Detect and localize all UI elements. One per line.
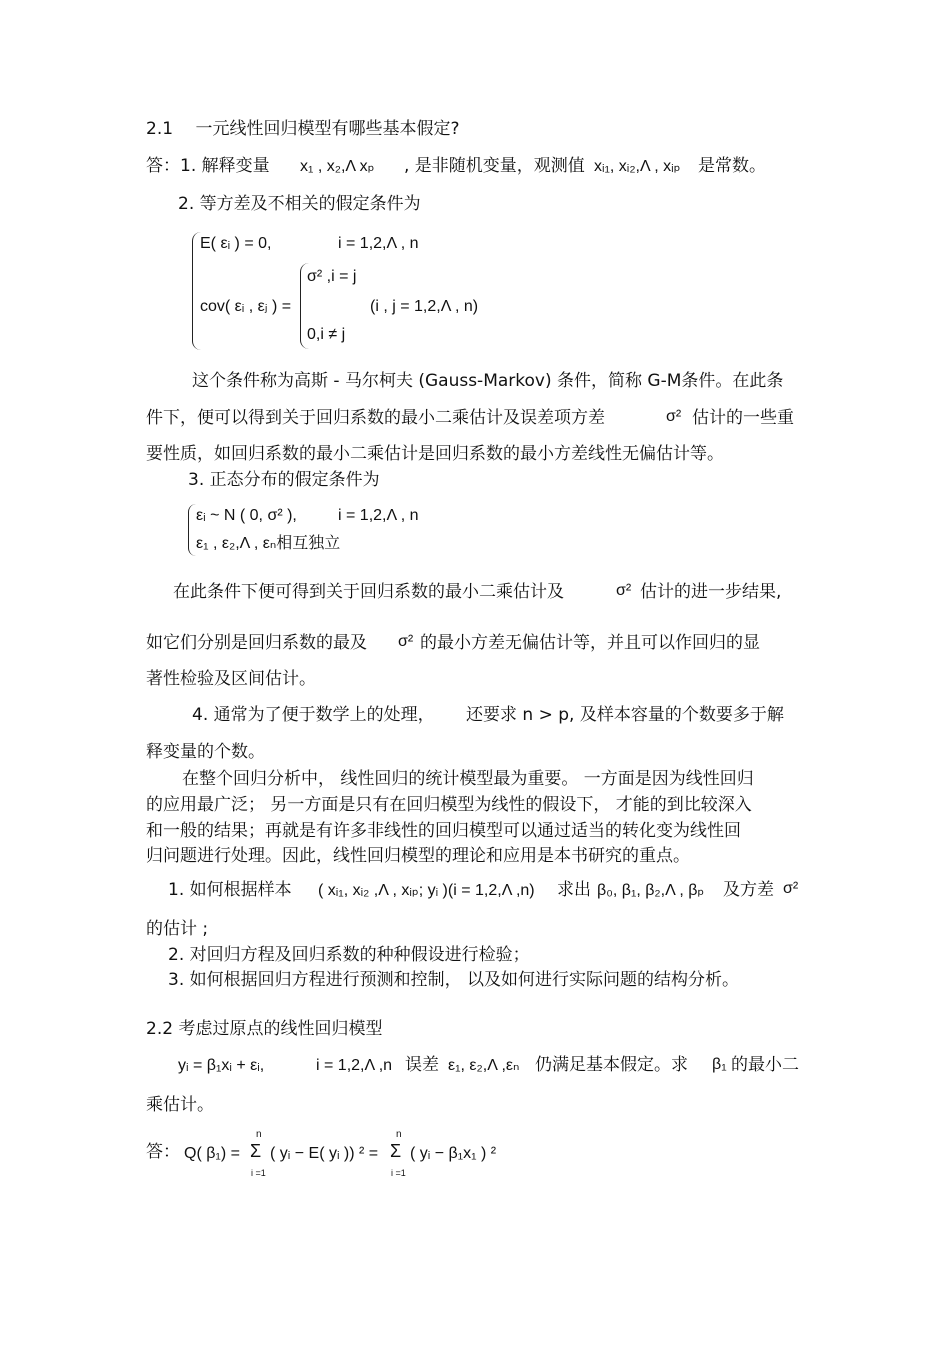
assumption-4-line-1b: 还要求 n > p, 及样本容量的个数要多于解 — [466, 705, 784, 725]
gm-line-1: 这个条件称为高斯 - 马尔柯夫 (Gauss-Markov) 条件，简称 G-M条件。在此条 — [192, 371, 784, 391]
eq-normal: εᵢ ~ N ( 0, σ² ), — [196, 507, 297, 524]
eq-normal-range: i = 1,2,Λ , n — [338, 507, 419, 524]
answer-1-prefix: 答：1. 解释变量 — [146, 156, 270, 176]
model-text-2: 仍满足基本假定。求 — [535, 1055, 688, 1075]
paragraph-line-2: 的应用最广泛； 另一方面是只有在回归模型为线性的假设下， 才能的到比较深入 — [146, 795, 752, 815]
answer-1-mid: , 是非随机变量，观测值 — [404, 156, 585, 176]
normal-sigma-2: σ² — [398, 633, 414, 650]
gm-sigma: σ² — [666, 408, 682, 425]
eq-sigma-case: σ² ,i = j — [307, 268, 357, 285]
list-item-3: 3. 如何根据回归方程进行预测和控制， 以及如何进行实际问题的结构分析。 — [168, 970, 740, 990]
list-item-1-sample: ( xᵢ₁, xᵢ₂ ,Λ , xᵢₚ; yᵢ )(i = 1,2,Λ ,n) — [318, 882, 535, 899]
sum-1-term: ( yᵢ − E( yᵢ )) ² = — [270, 1145, 379, 1162]
eq-independent: ε₁ , ε₂,Λ , εₙ相互独立 — [196, 535, 341, 552]
model-text-3: 的最小二 — [731, 1055, 799, 1075]
list-item-1g: 的估计 ; — [146, 919, 209, 939]
answer-1-end: 是常数。 — [698, 156, 766, 176]
sum-1-symbol: Σ — [250, 1141, 262, 1161]
answer-2-prefix: 答： — [146, 1142, 180, 1162]
eq-expectation: E( εᵢ ) = 0, — [200, 235, 272, 252]
assumption-3-title: 3. 正态分布的假定条件为 — [188, 470, 380, 490]
assumption-4-line-1a: 4. 通常为了便于数学上的处理， — [192, 705, 435, 725]
explanatory-variables: x₁ , x₂,Λ xₚ — [300, 158, 375, 175]
list-item-1c: 求出 — [557, 880, 591, 900]
sum-1-upper: n — [256, 1129, 262, 1140]
list-item-1e: 及方差 — [723, 880, 774, 900]
normal-consequence-1a: 在此条件下便可得到关于回归系数的最小二乘估计及 — [173, 582, 564, 602]
gm-line-3: 要性质，如回归系数的最小二乘估计是回归系数的最小方差线性无偏估计等。 — [146, 444, 724, 464]
eq-zero-case: 0,i ≠ j — [307, 326, 346, 343]
normal-consequence-1c: 估计的进一步结果, — [640, 582, 782, 602]
model-beta: β₁ — [712, 1056, 727, 1073]
eq-covariance: cov( εᵢ , εⱼ ) = — [200, 298, 292, 315]
eq-ij-range: (i , j = 1,2,Λ , n) — [370, 298, 479, 315]
paragraph-line-1: 在整个回归分析中， 线性回归的统计模型最为重要。 一方面是因为线性回归 — [182, 769, 754, 789]
objective-function: Q( β₁) = — [184, 1145, 240, 1162]
list-item-1-sigma: σ² — [783, 880, 799, 897]
list-item-1-betas: β₀, β₁, β₂,Λ , βₚ — [597, 882, 705, 899]
normal-consequence-2c: 的最小方差无偏估计等，并且可以作回归的显 — [420, 633, 760, 653]
normal-consequence-3: 著性检验及区间估计。 — [146, 669, 316, 689]
gm-line-2a: 件下，便可以得到关于回归系数的最小二乘估计及误差项方差 — [146, 408, 605, 428]
question-2-1-title: 2.1 一元线性回归模型有哪些基本假定? — [146, 119, 460, 139]
assumption-2-title: 2. 等方差及不相关的假定条件为 — [178, 194, 421, 214]
sum-2-upper: n — [396, 1129, 402, 1140]
question-2-2-title: 2.2 考虑过原点的线性回归模型 — [146, 1019, 383, 1039]
assumption-4-line-2: 释变量的个数。 — [146, 742, 265, 762]
model-line-2: 乘估计。 — [146, 1095, 214, 1115]
normal-brace — [188, 504, 196, 556]
model-range: i = 1,2,Λ ,n — [316, 1057, 393, 1074]
model-text: 误差 — [405, 1055, 439, 1075]
eq-expectation-range: i = 1,2,Λ , n — [338, 235, 419, 252]
sum-2-lower: i =1 — [391, 1168, 406, 1178]
observed-values: xᵢ₁, xᵢ₂,Λ , xᵢₚ — [594, 158, 681, 175]
normal-consequence-2a: 如它们分别是回归系数的最及 — [146, 633, 367, 653]
sum-2-symbol: Σ — [390, 1141, 402, 1161]
paragraph-line-4: 归问题进行处理。因此，线性回归模型的理论和应用是本书研究的重点。 — [146, 846, 690, 866]
sum-1-lower: i =1 — [251, 1168, 266, 1178]
sum-2-term: ( yᵢ − β₁x₁ ) ² — [410, 1145, 497, 1162]
paragraph-line-3: 和一般的结果；再就是有许多非线性的回归模型可以通过适当的转化变为线性回 — [146, 821, 741, 841]
gm-line-2c: 估计的一些重 — [692, 408, 794, 428]
model-equation: yᵢ = β₁xᵢ + εᵢ, — [178, 1057, 265, 1074]
normal-sigma-1: σ² — [616, 582, 632, 599]
list-item-2: 2. 对回归方程及回归系数的种种假设进行检验； — [168, 945, 530, 965]
list-item-1a: 1. 如何根据样本 — [168, 880, 292, 900]
model-errors: ε₁, ε₂,Λ ,εₙ — [448, 1057, 520, 1074]
